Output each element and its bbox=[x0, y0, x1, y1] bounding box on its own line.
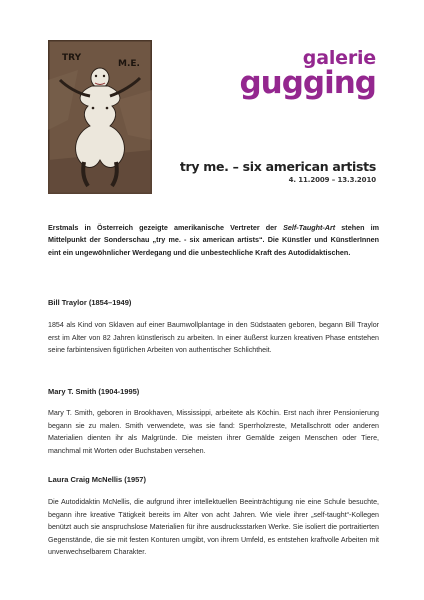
exhibition-title: try me. – six american artists bbox=[179, 159, 376, 174]
section-heading-smith: Mary T. Smith (1904-1995) bbox=[48, 387, 140, 396]
galerie-gugging-logo bbox=[239, 47, 376, 101]
exhibition-header bbox=[180, 159, 376, 186]
artwork-text-left: TRY bbox=[62, 53, 82, 63]
intro-paragraph bbox=[48, 222, 379, 259]
section-text-traylor: 1854 als Kind von Sklaven auf einer Baumwollplantage in den Südstaaten geboren, begann Bill Traylor erst im Alter von 82 Jahren künstlerisch zu arbeiten. In einer äußerst kurzen kreativen Phase entstehen seine farbintensiven figürlichen Arbeiten von authentischer Schlichtheit. bbox=[48, 321, 379, 355]
logo-line-gugging: gugging bbox=[239, 65, 376, 101]
intro-text-part2: stehen im Mittelpunkt der Sonderschau „try me. - six american artists“. Die Künstler und KünstlerInnen eint ein ungewöhnlicher Werdegang und die unbestechliche Kraft des Autodidaktischen. bbox=[48, 223, 379, 257]
section-text-mcnellis: Die Autodidaktin McNellis, die aufgrund ihrer intellektuellen Beeinträchtigung nie eine Schule besuchte, begann ihre kreative Tätigkeit bereits im Alter von acht Jahren. Wie viele ihrer „self-taught“-Kollegen benützt auch sie anspruchslose Materialien für ihre ausdrucksstarken Werke. Sie isoliert die portraitierten Gegenstände, die sie mit festen Konturen umgibt, von ihrem Umfeld, es entstehen kraftvolle Arbeiten mit unverwechselbarem Charakter. bbox=[48, 498, 379, 557]
intro-text-italic: Self-Taught-Art bbox=[283, 223, 336, 232]
intro-text-part1: Erstmals in Österreich gezeigte amerikanische Vertreter der bbox=[48, 223, 284, 232]
section-heading-mcnellis: Laura Craig McNellis (1957) bbox=[48, 475, 146, 484]
artwork-image bbox=[48, 40, 152, 194]
section-text-smith: Mary T. Smith, geboren in Brookhaven, Mississippi, arbeitete als Köchin. Erst nach ihrer Pensionierung begann sie zu malen. Smith verwendete, was sie fand: Sperrholzreste, Metallschrott oder anderen Materialien dienten ihr als Malgründe. Die meisten ihrer Gemälde zeigen Menschen oder Tiere, manchmal mit Worten oder Buchstaben versehen. bbox=[48, 409, 379, 455]
logo-line-galerie: galerie bbox=[302, 47, 376, 69]
artwork-painting bbox=[48, 40, 152, 194]
exhibition-dates: 4. 11.2009 – 13.3.2010 bbox=[288, 176, 376, 184]
section-heading-traylor: Bill Traylor (1854–1949) bbox=[48, 298, 132, 307]
artwork-text-right: M.E. bbox=[118, 59, 140, 69]
